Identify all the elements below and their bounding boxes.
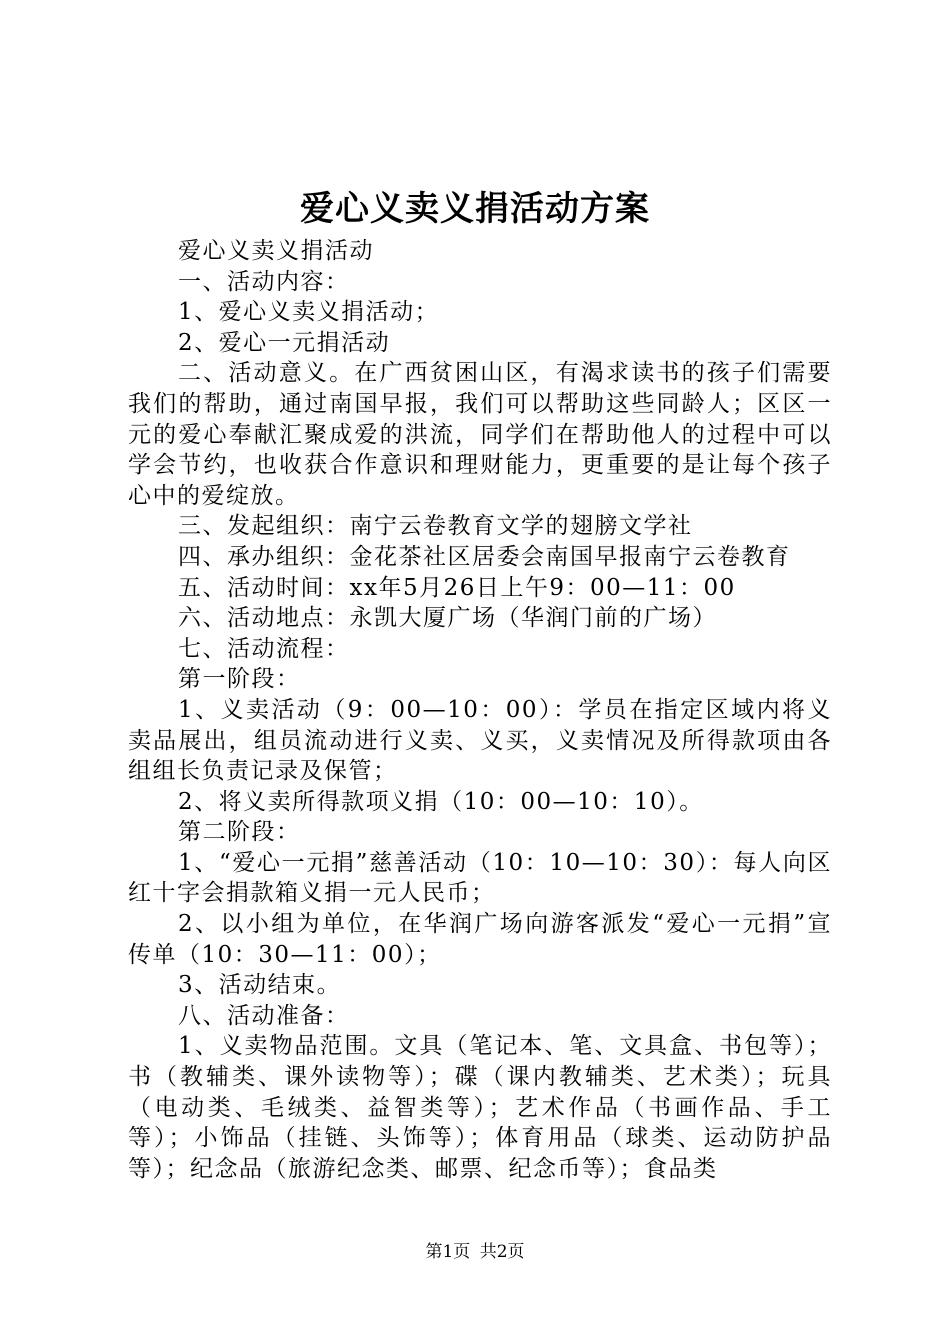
document-title: 爱心义卖义捐活动方案 — [300, 189, 650, 229]
paragraph: 1、“爱心一元捐”慈善活动（10：10—10：30）：每人向区红十字会捐款箱义捐一元人民币； — [128, 849, 832, 907]
paragraph: 1、爱心义卖义捐活动； — [178, 299, 440, 326]
page-total: 共2页 — [479, 1242, 525, 1262]
paragraph: 一、活动内容： — [178, 268, 350, 295]
paragraph: 1、义卖活动（9：00—10：00）：学员在指定区域内将义卖品展出，组员流动进行义卖、义买，义卖情况及所得款项由各组组长负责记录及保管； — [128, 696, 832, 785]
paragraph: 3、活动结束。 — [178, 972, 342, 999]
paragraph: 2、爱心一元捐活动 — [178, 329, 391, 356]
page-number: 第1页 — [425, 1242, 471, 1262]
paragraph: 七、活动流程： — [178, 635, 350, 662]
paragraph: 六、活动地点：永凯大厦广场（华润门前的广场） — [178, 605, 717, 632]
paragraph: 2、以小组为单位，在华润广场向游客派发“爱心一元捐”宣传单（10：30—11：00）； — [128, 911, 832, 968]
paragraph: 五、活动时间：xx年5月26日上午9：00—11：00 — [178, 574, 736, 601]
paragraph: 四、承办组织：金花茶社区居委会南国早报南宁云卷教育 — [178, 543, 791, 570]
paragraph: 1、义卖物品范围。文具（笔记本、笔、文具盒、书包等）；书（教辅类、课外读物等）；碟（课内教辅类、艺术类）；玩具（电动类、毛绒类、益智类等）；艺术作品（书画作品、手工等）；小饰品（挂链、头饰等）；体育用品（球类、运动防护品等）；纪念品（旅游纪念类、邮票、纪念币等）；食品类 — [128, 1033, 832, 1182]
document-body — [128, 236, 832, 1184]
paragraph: 2、将义卖所得款项义捐（10：00—10：10）。 — [178, 788, 704, 815]
paragraph: 爱心义卖义捐活动 — [178, 238, 374, 264]
page-footer — [0, 1241, 950, 1263]
paragraph: 八、活动准备： — [178, 1002, 350, 1029]
paragraph: 第一阶段： — [178, 666, 301, 693]
paragraph: 二、活动意义。在广西贫困山区，有渴求读书的孩子们需要我们的帮助，通过南国早报，我们可以帮助这些同龄人；区区一元的爱心奉献汇聚成爱的洪流，同学们在帮助他人的过程中可以学会节约，也收获合作意识和理财能力，更重要的是让每个孩子心中的爱绽放。 — [128, 360, 832, 509]
paragraph: 第二阶段： — [178, 819, 301, 846]
paragraph: 三、发起组织：南宁云卷教育文学的翅膀文学社 — [178, 513, 693, 540]
